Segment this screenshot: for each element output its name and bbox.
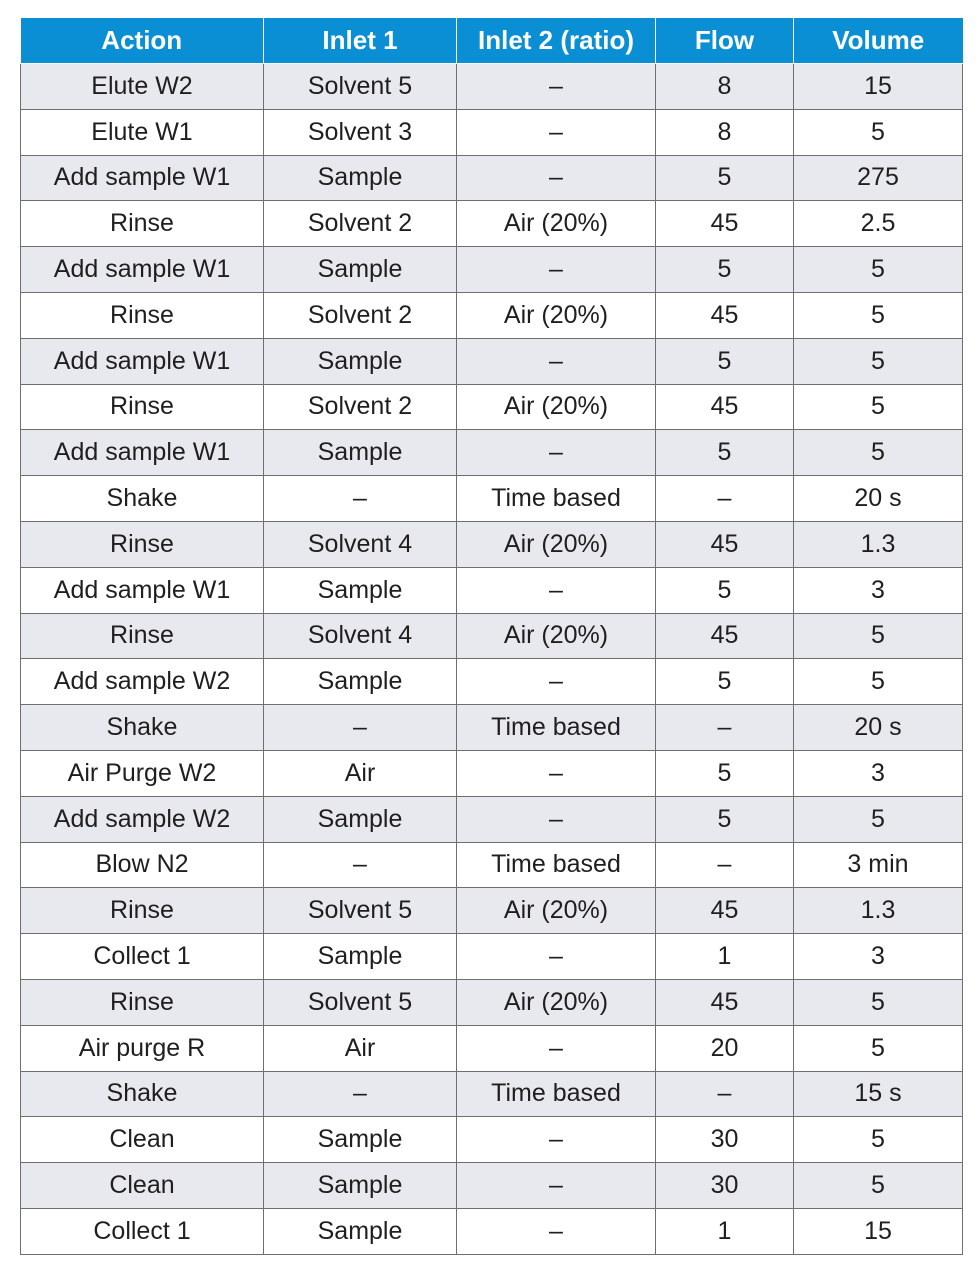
- cell-action: Add sample W2: [21, 659, 264, 705]
- cell-inlet-1: Solvent 5: [264, 64, 457, 110]
- cell-inlet-2-ratio: –: [457, 109, 656, 155]
- cell-volume: 275: [794, 155, 963, 201]
- cell-inlet-1: –: [264, 1071, 457, 1117]
- table-body: [21, 64, 963, 1255]
- method-table-container: [20, 18, 962, 1255]
- table-row: [21, 705, 963, 751]
- cell-flow: 45: [656, 384, 794, 430]
- method-steps-table: [20, 18, 963, 1255]
- cell-volume: 5: [794, 247, 963, 293]
- cell-action: Add sample W1: [21, 247, 264, 293]
- cell-flow: 1: [656, 1208, 794, 1254]
- cell-action: Add sample W1: [21, 155, 264, 201]
- cell-flow: 5: [656, 155, 794, 201]
- cell-volume: 5: [794, 109, 963, 155]
- cell-volume: 5: [794, 659, 963, 705]
- cell-inlet-1: –: [264, 705, 457, 751]
- cell-volume: 5: [794, 292, 963, 338]
- cell-volume: 5: [794, 1025, 963, 1071]
- cell-action: Air Purge W2: [21, 750, 264, 796]
- cell-volume: 2.5: [794, 201, 963, 247]
- table-row: [21, 521, 963, 567]
- cell-inlet-1: –: [264, 476, 457, 522]
- cell-inlet-1: Sample: [264, 155, 457, 201]
- cell-inlet-2-ratio: –: [457, 567, 656, 613]
- cell-flow: 8: [656, 109, 794, 155]
- table-row: [21, 1071, 963, 1117]
- cell-volume: 15: [794, 1208, 963, 1254]
- table-header: [21, 18, 963, 64]
- cell-inlet-1: Air: [264, 1025, 457, 1071]
- cell-action: Blow N2: [21, 842, 264, 888]
- table-row: [21, 476, 963, 522]
- cell-action: Rinse: [21, 384, 264, 430]
- cell-inlet-2-ratio: –: [457, 1117, 656, 1163]
- cell-inlet-2-ratio: –: [457, 247, 656, 293]
- header-flow: Flow: [656, 18, 794, 64]
- cell-flow: 1: [656, 934, 794, 980]
- cell-action: Rinse: [21, 521, 264, 567]
- table-row: [21, 155, 963, 201]
- cell-action: Rinse: [21, 888, 264, 934]
- cell-action: Clean: [21, 1117, 264, 1163]
- table-row: [21, 292, 963, 338]
- cell-flow: 5: [656, 567, 794, 613]
- cell-action: Collect 1: [21, 934, 264, 980]
- cell-action: Elute W1: [21, 109, 264, 155]
- cell-action: Add sample W1: [21, 567, 264, 613]
- cell-inlet-1: Sample: [264, 796, 457, 842]
- cell-action: Add sample W2: [21, 796, 264, 842]
- cell-flow: 20: [656, 1025, 794, 1071]
- cell-inlet-2-ratio: –: [457, 155, 656, 201]
- cell-inlet-2-ratio: Air (20%): [457, 201, 656, 247]
- header-action: Action: [21, 18, 264, 64]
- cell-action: Rinse: [21, 201, 264, 247]
- cell-inlet-2-ratio: Time based: [457, 842, 656, 888]
- cell-action: Elute W2: [21, 64, 264, 110]
- cell-inlet-2-ratio: Air (20%): [457, 888, 656, 934]
- cell-inlet-2-ratio: Air (20%): [457, 292, 656, 338]
- table-row: [21, 567, 963, 613]
- cell-action: Shake: [21, 1071, 264, 1117]
- cell-inlet-1: Sample: [264, 1163, 457, 1209]
- header-inlet-2-ratio: Inlet 2 (ratio): [457, 18, 656, 64]
- table-row: [21, 430, 963, 476]
- cell-flow: 5: [656, 430, 794, 476]
- cell-inlet-2-ratio: Air (20%): [457, 521, 656, 567]
- table-row: [21, 1208, 963, 1254]
- cell-volume: 3 min: [794, 842, 963, 888]
- cell-inlet-2-ratio: –: [457, 750, 656, 796]
- cell-inlet-1: Sample: [264, 659, 457, 705]
- cell-action: Add sample W1: [21, 430, 264, 476]
- cell-inlet-1: Solvent 4: [264, 613, 457, 659]
- cell-volume: 5: [794, 1163, 963, 1209]
- cell-inlet-1: –: [264, 842, 457, 888]
- cell-inlet-2-ratio: –: [457, 64, 656, 110]
- cell-inlet-1: Sample: [264, 1208, 457, 1254]
- cell-action: Rinse: [21, 979, 264, 1025]
- cell-inlet-2-ratio: –: [457, 796, 656, 842]
- cell-flow: –: [656, 705, 794, 751]
- cell-flow: 5: [656, 247, 794, 293]
- cell-flow: 45: [656, 888, 794, 934]
- table-row: [21, 934, 963, 980]
- header-inlet-1: Inlet 1: [264, 18, 457, 64]
- cell-volume: 1.3: [794, 888, 963, 934]
- table-row: [21, 842, 963, 888]
- cell-volume: 5: [794, 613, 963, 659]
- table-row: [21, 201, 963, 247]
- cell-flow: –: [656, 1071, 794, 1117]
- table-row: [21, 659, 963, 705]
- cell-volume: 15: [794, 64, 963, 110]
- cell-flow: 5: [656, 338, 794, 384]
- cell-inlet-1: Air: [264, 750, 457, 796]
- cell-inlet-2-ratio: Air (20%): [457, 979, 656, 1025]
- cell-action: Collect 1: [21, 1208, 264, 1254]
- cell-inlet-2-ratio: Time based: [457, 1071, 656, 1117]
- cell-action: Shake: [21, 705, 264, 751]
- cell-inlet-1: Solvent 3: [264, 109, 457, 155]
- cell-flow: 8: [656, 64, 794, 110]
- cell-inlet-2-ratio: –: [457, 1208, 656, 1254]
- cell-action: Shake: [21, 476, 264, 522]
- cell-inlet-1: Sample: [264, 567, 457, 613]
- cell-action: Rinse: [21, 292, 264, 338]
- cell-volume: 3: [794, 750, 963, 796]
- table-row: [21, 1025, 963, 1071]
- cell-flow: 5: [656, 796, 794, 842]
- cell-volume: 15 s: [794, 1071, 963, 1117]
- cell-flow: 45: [656, 201, 794, 247]
- cell-action: Air purge R: [21, 1025, 264, 1071]
- cell-flow: 45: [656, 613, 794, 659]
- table-row: [21, 247, 963, 293]
- cell-flow: –: [656, 842, 794, 888]
- cell-inlet-1: Solvent 2: [264, 292, 457, 338]
- cell-inlet-2-ratio: –: [457, 934, 656, 980]
- table-row: [21, 613, 963, 659]
- cell-action: Add sample W1: [21, 338, 264, 384]
- cell-volume: 5: [794, 796, 963, 842]
- table-row: [21, 109, 963, 155]
- cell-flow: 45: [656, 292, 794, 338]
- cell-flow: 45: [656, 979, 794, 1025]
- cell-inlet-2-ratio: –: [457, 338, 656, 384]
- table-row: [21, 1163, 963, 1209]
- cell-inlet-2-ratio: –: [457, 430, 656, 476]
- cell-flow: 30: [656, 1117, 794, 1163]
- cell-volume: 5: [794, 384, 963, 430]
- cell-inlet-2-ratio: Air (20%): [457, 613, 656, 659]
- cell-volume: 20 s: [794, 705, 963, 751]
- cell-inlet-1: Sample: [264, 430, 457, 476]
- table-row: [21, 338, 963, 384]
- table-row: [21, 796, 963, 842]
- cell-inlet-1: Solvent 5: [264, 979, 457, 1025]
- cell-volume: 3: [794, 567, 963, 613]
- cell-volume: 5: [794, 979, 963, 1025]
- table-row: [21, 888, 963, 934]
- cell-inlet-2-ratio: –: [457, 1163, 656, 1209]
- cell-flow: –: [656, 476, 794, 522]
- cell-volume: 3: [794, 934, 963, 980]
- cell-inlet-1: Solvent 5: [264, 888, 457, 934]
- cell-inlet-1: Solvent 2: [264, 384, 457, 430]
- cell-inlet-2-ratio: Air (20%): [457, 384, 656, 430]
- header-volume: Volume: [794, 18, 963, 64]
- cell-inlet-1: Solvent 2: [264, 201, 457, 247]
- table-row: [21, 64, 963, 110]
- cell-volume: 5: [794, 338, 963, 384]
- cell-inlet-2-ratio: Time based: [457, 705, 656, 751]
- cell-volume: 5: [794, 1117, 963, 1163]
- header-row: [21, 18, 963, 64]
- cell-inlet-1: Solvent 4: [264, 521, 457, 567]
- cell-flow: 5: [656, 659, 794, 705]
- cell-action: Rinse: [21, 613, 264, 659]
- cell-inlet-2-ratio: –: [457, 659, 656, 705]
- cell-volume: 1.3: [794, 521, 963, 567]
- cell-inlet-1: Sample: [264, 338, 457, 384]
- cell-inlet-2-ratio: –: [457, 1025, 656, 1071]
- table-row: [21, 979, 963, 1025]
- table-row: [21, 384, 963, 430]
- cell-flow: 5: [656, 750, 794, 796]
- cell-inlet-1: Sample: [264, 247, 457, 293]
- cell-inlet-2-ratio: Time based: [457, 476, 656, 522]
- cell-action: Clean: [21, 1163, 264, 1209]
- table-row: [21, 750, 963, 796]
- cell-inlet-1: Sample: [264, 1117, 457, 1163]
- cell-volume: 5: [794, 430, 963, 476]
- table-row: [21, 1117, 963, 1163]
- cell-flow: 45: [656, 521, 794, 567]
- cell-inlet-1: Sample: [264, 934, 457, 980]
- cell-flow: 30: [656, 1163, 794, 1209]
- cell-volume: 20 s: [794, 476, 963, 522]
